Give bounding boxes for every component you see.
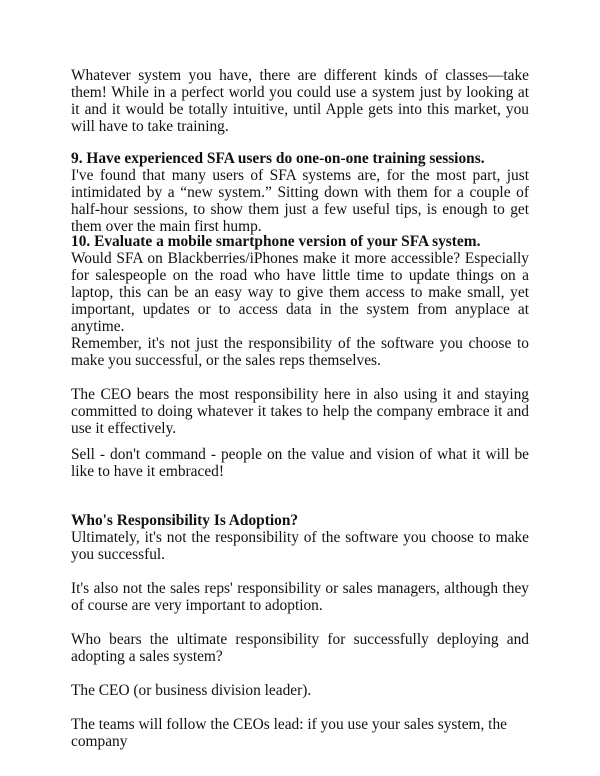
heading-9: 9. Have experienced SFA users do one-on-one training sessions.: [71, 150, 485, 167]
paragraph-teams: The teams will follow the CEOs lead: if you use your sales system, the company: [71, 716, 507, 750]
heading-responsibility: Who's Responsibility Is Adoption?: [71, 512, 299, 529]
paragraph-remember: Remember, it's not just the responsibility of the software you choose to make you successful, or the sales reps themselves.: [71, 335, 529, 369]
paragraph-ceo-leader: The CEO (or business division leader).: [71, 682, 312, 699]
paragraph-ultimately: Ultimately, it's not the responsibility of the software you choose to make you successful.: [71, 529, 529, 563]
paragraph-classes: Whatever system you have, there are different kinds of classes—take them! While in a perfect world you could use a system just by looking at it and it would be totally intuitive, until Apple gets into this market, you will have to take training.: [71, 67, 529, 135]
heading-10: 10. Evaluate a mobile smartphone version of your SFA system.: [71, 233, 481, 250]
paragraph-training: I've found that many users of SFA systems are, for the most part, just intimidated by a “new system.” Sitting down with them for a couple of half-hour sessions, to show them just a few useful tips, is enough to get them over the main first hump.: [71, 167, 529, 235]
paragraph-sales-reps: It's also not the sales reps' responsibility or sales managers, although they of course are very important to adoption.: [71, 580, 529, 614]
paragraph-who-bears: Who bears the ultimate responsibility for successfully deploying and adopting a sales system?: [71, 631, 529, 665]
paragraph-ceo: The CEO bears the most responsibility here in also using it and staying committed to doing whatever it takes to help the company embrace it and use it effectively.: [71, 386, 529, 437]
paragraph-sell: Sell - don't command - people on the value and vision of what it will be like to have it embraced!: [71, 446, 529, 480]
paragraph-mobile: Would SFA on Blackberries/iPhones make it more accessible? Especially for salespeople on the road who have little time to update things on a laptop, this can be an easy way to give them access to make small, yet important, updates or to access data in the system from anyplace at anytime.: [71, 250, 529, 335]
